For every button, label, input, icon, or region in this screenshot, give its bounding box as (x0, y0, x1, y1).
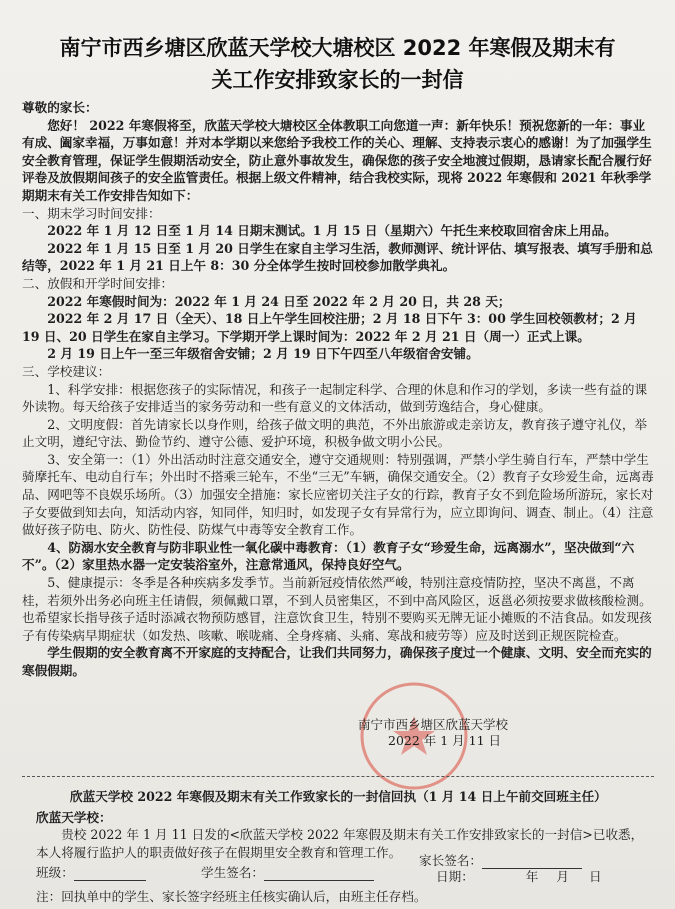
student-label: 学生签名： (201, 865, 264, 880)
section1-paragraph-2: 2022 年 1 月 15 日至 1 月 20 日学生在家自主学习生活，教师测评、统计评估、填写报表、填写手册和总结等，2022 年 1 月 21 日上午 8：30 分全体学生按时回校参加散学典礼。 (22, 240, 653, 274)
date-year: 年 (525, 869, 539, 884)
cut-line (22, 776, 654, 777)
section2-heading: 二、放假和开学时间安排： (22, 275, 174, 291)
letter-body (22, 99, 656, 680)
class-field[interactable] (74, 867, 146, 881)
receipt-title: 欣蓝天学校 2022 年寒假及期末有关工作致家长的一封信回执（1 月 14 日上午前交回班主任） (70, 789, 607, 804)
date-month: 月 (556, 869, 569, 884)
section2-paragraph-1: 2022 年寒假时间为：2022 年 1 月 24 日至 2022 年 2 月 20 日，共 28 天； (47, 293, 511, 309)
receipt-addressee: 欣蓝天学校： (36, 810, 112, 825)
letter-title-line1: 南宁市西乡塘区欣蓝天学校大塘校区 2022 年寒假及期末有 (59, 36, 616, 60)
section3-paragraph-1: 1、科学安排：根据您孩子的实际情况，和孩子一起制定科学、合理的休息和作习的学划，多读一些有益的课外读物。每天给孩子安排适当的家务劳动和一些有意义的文体活动，做到劳逸结合，身心健康。 (22, 381, 648, 415)
receipt-text: 贵校 2022 年 1 月 11 日发的<欣蓝天学校 2022 年寒假及期末有关工作安排致家长的一封信>已收悉，本人将履行监护人的职责做好孩子在假期里安全教育和管理工作。 (36, 827, 644, 860)
section2-paragraph-2: 2022 年 2 月 17 日（全天）、18 日上午学生回校注册；2 月 18 日下午 3：00 学生回校领教材；2 月 19 日、20 日学生在家自主学习。下学期开学上课时间为：2022 年 2 月 21 日（周一）正式上课。 (22, 311, 637, 344)
letter-title-line2: 关工作安排致家长的一封信 (211, 68, 464, 92)
section1-heading: 一、期末学习时间安排： (22, 205, 161, 221)
section3-heading: 三、学校建议： (22, 363, 111, 379)
salutation: 尊敬的家长： (22, 100, 98, 115)
signature-date: 2022 年 1 月 11 日 (388, 733, 502, 748)
intro-paragraph: 您好！ 2022 年寒假将至，欣蓝天学校大塘校区全体教职工向您道一声：新年快乐！预祝您新的一年：事业有成、阖家幸福，万事如意！并对本学期以来您给予我校工作的关心、理解、支持表示衷心的感谢！为了加强学生安全教育管理，保证学生假期活动安全，防止意外事故发生，确保您的孩子安全地渡过假期，恳请家长配合履行好评卷及放假期间孩子的安全监管责任。根据上级文件精神，结合我校实际，现将 2022 年寒假和 2021 年秋季学期期末有关工作安排告知如下： (22, 117, 652, 203)
section1-paragraph-1: 2022 年 1 月 12 日至 1 月 14 日期末测试。1 月 15 日（星期六）午托生来校取回宿舍床上用品。 (47, 223, 617, 239)
class-label: 班级： (36, 865, 74, 880)
student-signature-field[interactable] (264, 867, 374, 881)
section3-paragraph-5: 5、健康提示：冬季是各种疾病多发季节。当前新冠疫情依然严峻，特别注意疫情防控，坚决不离邕，不离桂，若须外出务必向班主任请假，须佩戴口罩，不到人员密集区，不到中高风险区，返邕必须按要求做核酸检测。也希望家长指导孩子适时添减衣物预防感冒，注意饮食卫生，特别不要购买无牌无证小摊贩的不洁食品。如发现孩子有传染病早期症状（如发热、咳嗽、喉咙痛、全身疼痛、头痛、寒战和疲劳等）应及时送到正规医院检查。 (22, 575, 652, 643)
section3-paragraph-3: 3、安全第一：（1）外出活动时注意交通安全，遵守交通规则：特别强调，严禁小学生骑自行车，严禁中学生骑摩托车、电动自行车；外出时不搭乘三轮车，不坐“三无”车辆，确保交通安全。（2）教育子女珍爱生命，远离毒品、网吧等不良娱乐场所。（3）加强安全措施：家长应密切关注子女的行踪，教育子女不到危险场所游玩，家长对子女要做到知去向，知活动内容，知同伴，知归时，如发现子女有异常行为，应立即询问、调查、制止。（4）注意做好孩子防电、防火、防性侵、防煤气中毒等安全教育工作。 (22, 451, 654, 538)
closing-paragraph: 学生假期的安全教育离不开家庭的支持配合，让我们共同努力，确保孩子度过一个健康、文明、安全而充实的寒假假期。 (22, 645, 652, 678)
section2-paragraph-3: 2 月 19 日上午一至三年级宿舍安铺；2 月 19 日下午四至八年级宿舍安铺。 (47, 346, 479, 362)
signature-school: 南宁市西乡塘区欣蓝天学校 (358, 717, 509, 732)
section3-paragraph-4: 4、防溺水安全教育与防非职业性一氧化碳中毒教育：（1）教育子女“珍爱生命，远离溺水”，坚决做到“六不”。（2）家里热水器一定安装浴室外，注意常通风，保持良好空气。 (22, 539, 635, 573)
parent-label: 家长签名： (419, 853, 482, 868)
date-label: 日期： (436, 869, 474, 884)
date-day: 日 (589, 869, 602, 884)
footer-note: 注：回执单中的学生、家长签字经班主任核实确认后，由班主任存档。 (36, 889, 427, 904)
section3-paragraph-2: 2、文明度假：首先请家长以身作则，给孩子做文明的典范，不外出旅游或走亲访友，教育孩子遵守礼仪，举止文明，遵纪守法、勤俭节约、遵守公德、爱护环境，积极争做文明小公民。 (22, 416, 648, 450)
